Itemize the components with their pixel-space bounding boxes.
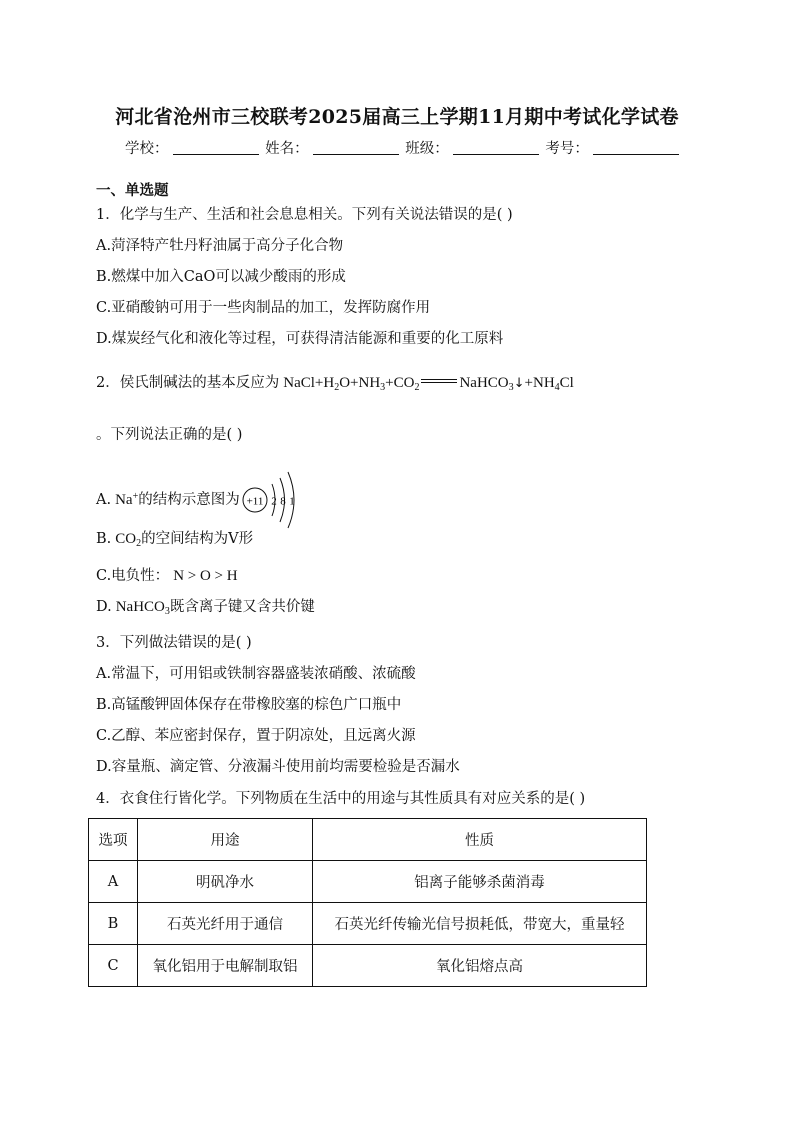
option-letter: D. — [96, 599, 112, 615]
q2-equation — [283, 375, 574, 391]
q3-option-a: A.常温下，可用铝或铁制容器盛装浓硝酸、浓硫酸 — [96, 666, 416, 682]
class-label: 班级： — [405, 141, 449, 157]
eq-sub: 3 — [380, 382, 386, 393]
class-blank[interactable] — [453, 140, 539, 155]
q2-option-a-text: 的结构示意图为 — [138, 492, 240, 508]
q3-option-d: D.容量瓶、滴定管、分液漏斗使用前均需要检验是否漏水 — [96, 759, 460, 775]
eq-sub: 2 — [414, 382, 420, 393]
q3-option-b: B.高锰酸钾固体保存在带橡胶塞的棕色广口瓶中 — [96, 697, 402, 713]
header-option: 选项 — [89, 819, 138, 861]
co-symbol: CO — [115, 531, 137, 547]
q2-option-b-text: 的空间结构为V形 — [141, 531, 254, 547]
eq-nacl: NaCl — [283, 375, 315, 391]
shell-3-electrons: 1 — [288, 495, 295, 508]
q2-stem-suffix: 。下列说法正确的是( ) — [96, 427, 243, 443]
table-header-row — [89, 819, 647, 861]
co2-formula — [115, 531, 141, 547]
row-option: B — [89, 903, 138, 945]
co2-sub: 2 — [136, 538, 142, 549]
exam-number-label: 考号： — [545, 141, 589, 157]
shell-1-electrons: 2 — [270, 495, 277, 508]
eq-sub: 4 — [554, 382, 560, 393]
option-letter: A. — [96, 492, 112, 508]
atomic-structure-diagram — [242, 470, 312, 530]
eq-sub: 3 — [508, 382, 514, 393]
row-use: 石英光纤用于通信 — [138, 903, 313, 945]
q3-option-c: C.乙醇、苯应密封保存，置于阴凉处，且远离火源 — [96, 728, 416, 744]
eq-sub: 2 — [334, 382, 340, 393]
eq-nh: +NH — [524, 375, 555, 391]
row-option: C — [89, 945, 138, 987]
q1-option-d: D.煤炭经气化和液化等过程，可获得清洁能源和重要的化工原料 — [96, 331, 504, 347]
student-info-line — [125, 137, 681, 158]
shell-2-electrons: 8 — [279, 495, 286, 508]
eq-nahco: NaHCO — [459, 375, 509, 391]
option-letter: B. — [96, 531, 112, 547]
nahco3-formula — [116, 599, 170, 615]
exam-title: 河北省沧州市三校联考2025届高三上学期11月期中考试化学试卷 — [115, 106, 679, 128]
school-blank[interactable] — [173, 140, 259, 155]
eq-o-nh: O+NH — [339, 375, 381, 391]
nucleus-charge: +11 — [246, 495, 264, 508]
section-title: 一、单选题 — [96, 182, 169, 199]
precipitate-arrow-icon: ↓ — [513, 376, 525, 391]
q2-option-d — [96, 598, 315, 616]
eq-cl: Cl — [559, 375, 574, 391]
q4-table — [88, 818, 647, 987]
name-blank[interactable] — [313, 140, 399, 155]
row-property: 石英光纤传输光信号损耗低，带宽大，重量轻 — [313, 903, 647, 945]
na-symbol: Na — [115, 492, 133, 508]
q2-option-b — [96, 530, 253, 548]
header-property: 性质 — [313, 819, 647, 861]
q3-stem: 3．下列做法错误的是( ) — [96, 635, 252, 651]
name-label: 姓名： — [265, 141, 309, 157]
row-property: 氧化铝熔点高 — [313, 945, 647, 987]
na-ion — [115, 492, 138, 508]
table-row — [89, 945, 647, 987]
q2-option-a — [96, 470, 312, 530]
row-property: 铝离子能够杀菌消毒 — [313, 861, 647, 903]
eq-h: +H — [314, 375, 335, 391]
equals-sign — [421, 379, 457, 383]
q2-option-c — [96, 567, 238, 585]
eq-co: +CO — [385, 375, 415, 391]
q1-option-b: B.燃煤中加入CaO可以减少酸雨的形成 — [96, 269, 346, 285]
q1-option-c: C.亚硝酸钠可用于一些肉制品的加工，发挥防腐作用 — [96, 300, 431, 316]
q2-stem-prefix: 2．侯氏制碱法的基本反应为 — [96, 375, 280, 391]
nahco-symbol: NaHCO — [115, 599, 165, 615]
row-use: 明矾净水 — [138, 861, 313, 903]
q2-option-c-text: C.电负性： — [96, 568, 170, 584]
exam-number-blank[interactable] — [593, 140, 679, 155]
q2-option-d-text: 既含离子键又含共价键 — [169, 599, 315, 615]
na-charge: + — [132, 491, 139, 502]
q2-stem — [96, 374, 574, 393]
school-label: 学校： — [125, 141, 169, 157]
header-use: 用途 — [138, 819, 313, 861]
table-row — [89, 903, 647, 945]
nahco3-sub: 3 — [164, 606, 170, 617]
electronegativity-order: N > O > H — [173, 568, 238, 584]
q1-option-a: A.菏泽特产牡丹籽油属于高分子化合物 — [96, 238, 344, 254]
table-row — [89, 861, 647, 903]
q1-stem: 1．化学与生产、生活和社会息息相关。下列有关说法错误的是( ) — [96, 207, 513, 223]
row-use: 氧化铝用于电解制取铝 — [138, 945, 313, 987]
row-option: A — [89, 861, 138, 903]
q4-stem: 4．衣食住行皆化学。下列物质在生活中的用途与其性质具有对应关系的是( ) — [96, 791, 586, 807]
